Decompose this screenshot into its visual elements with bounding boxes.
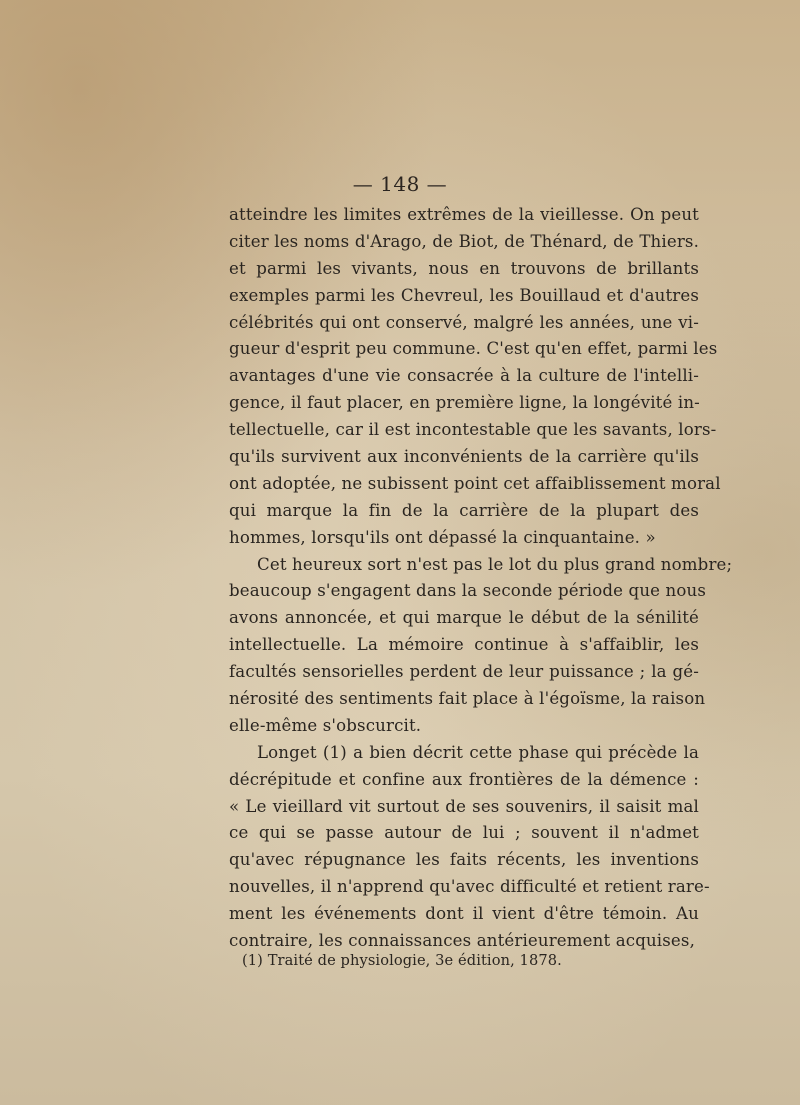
paragraph-1 bbox=[229, 202, 721, 552]
text-line: ment les événements dont il vient d'être témoin. Au bbox=[229, 904, 699, 924]
text-line: ont adoptée, ne subissent point cet affaiblissement moral bbox=[229, 473, 721, 493]
text-line: Longet (1) a bien décrit cette phase qui précède la bbox=[257, 742, 699, 762]
text-line: atteindre les limites extrêmes de la vieillesse. On peut bbox=[229, 205, 699, 224]
text-line: célébrités qui ont conservé, malgré les années, une vi- bbox=[229, 312, 699, 332]
text-line: et parmi les vivants, nous en trouvons de brillants bbox=[229, 258, 699, 278]
text-line: contraire, les connaissances antérieurement acquises, bbox=[229, 931, 695, 951]
text-line: ce qui se passe autour de lui ; souvent il n'admet bbox=[229, 823, 699, 843]
text-line: avantages d'une vie consacrée à la culture de l'intelli- bbox=[229, 366, 699, 386]
page-number: — 148 — bbox=[352, 172, 448, 196]
text-line: nouvelles, il n'apprend qu'avec difficulté et retient rare- bbox=[229, 877, 710, 897]
text-line: facultés sensorielles perdent de leur puissance ; la gé- bbox=[229, 662, 699, 682]
text-line: Cet heureux sort n'est pas le lot du plus grand nombre; bbox=[257, 554, 733, 574]
paragraph-3 bbox=[229, 740, 710, 955]
text-line: exemples parmi les Chevreul, les Bouillaud et d'autres bbox=[229, 285, 699, 305]
body-text bbox=[229, 202, 733, 955]
text-line: nérosité des sentiments fait place à l'égoïsme, la raison bbox=[229, 689, 706, 709]
text-line: intellectuelle. La mémoire continue à s'affaiblir, les bbox=[229, 635, 699, 655]
text-line: tellectuelle, car il est incontestable que les savants, lors- bbox=[229, 420, 717, 440]
text-line: « Le vieillard vit surtout de ses souvenirs, il saisit mal bbox=[229, 796, 699, 816]
footnote: (1) Traité de physiologie, 3e édition, 1878. bbox=[242, 952, 562, 969]
text-line: qu'avec répugnance les faits récents, les inventions bbox=[229, 850, 699, 870]
text-line: gueur d'esprit peu commune. C'est qu'en effet, parmi les bbox=[229, 339, 718, 359]
text-line: décrépitude et confine aux frontières de la démence : bbox=[229, 769, 699, 789]
text-line: beaucoup s'engagent dans la seconde période que nous bbox=[229, 581, 707, 601]
text-line: hommes, lorsqu'ils ont dépassé la cinquantaine. » bbox=[229, 527, 656, 547]
paragraph-2 bbox=[229, 552, 733, 740]
text-line: citer les noms d'Arago, de Biot, de Thénard, de Thiers. bbox=[229, 231, 699, 251]
text-line: qu'ils survivent aux inconvénients de la carrière qu'ils bbox=[229, 447, 699, 467]
text-line: elle-même s'obscurcit. bbox=[229, 715, 422, 735]
text-line: avons annoncée, et qui marque le début de la sénilité bbox=[229, 608, 699, 628]
text-line: qui marque la fin de la carrière de la plupart des bbox=[229, 500, 699, 520]
text-line: gence, il faut placer, en première ligne, la longévité in- bbox=[229, 393, 700, 413]
